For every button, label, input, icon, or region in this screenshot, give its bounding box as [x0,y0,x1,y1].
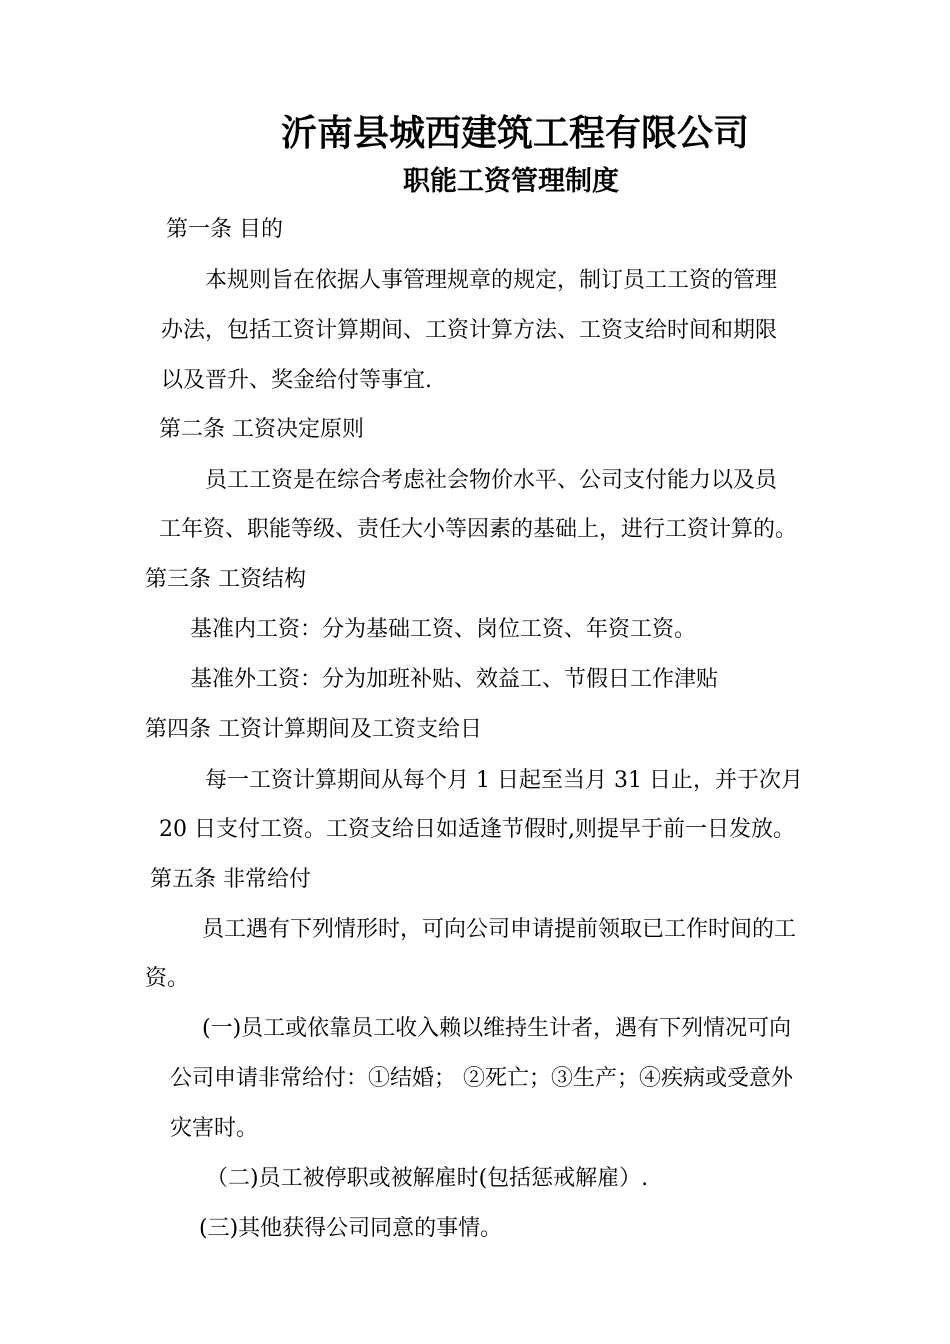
paragraph-line: 本规则旨在依据人事管理规章的规定，制订员工工资的管理 [205,268,778,293]
list-item: （二)员工被停职或被解雇时(包括惩戒解雇）. [206,1166,649,1191]
article-5-heading: 第五条 非常给付 [150,867,311,892]
list-item: (三)其他获得公司同意的事情。 [199,1216,503,1241]
company-title: 沂南县城西建筑工程有限公司 [280,113,749,154]
paragraph-line: 每一工资计算期间从每个月 1 日起至当月 31 日止，并于次月 [205,768,803,793]
article-1-heading: 第一条 目的 [166,217,283,242]
paragraph-line: 员工遇有下列情形时，可向公司申请提前领取已工作时间的工 [202,917,797,942]
paragraph-line: 公司申请非常给付：①结婚； ②死亡；③生产；④疾病或受意外 [170,1066,793,1091]
paragraph-line: 20 日支付工资。工资支给日如适逢节假时,则提早于前一日发放。 [159,817,795,842]
document-subtitle: 职能工资管理制度 [403,166,619,197]
paragraph-line: 以及晋升、奖金给付等事宜. [161,368,432,393]
article-3-heading: 第三条 工资结构 [145,567,306,592]
paragraph-line: 基准内工资：分为基础工资、岗位工资、年资工资。 [190,617,697,642]
paragraph-line: 工年资、职能等级、责任大小等因素的基础上，进行工资计算的。 [159,517,798,542]
list-item: (一)员工或依靠员工收入赖以维持生计者，遇有下列情况可向 [202,1016,792,1041]
paragraph-line: 员工工资是在综合考虑社会物价水平、公司支付能力以及员 [205,468,778,493]
article-2-heading: 第二条 工资决定原则 [159,417,364,442]
paragraph-line: 灾害时。 [170,1116,259,1141]
article-4-heading: 第四条 工资计算期间及工资支给日 [145,717,482,742]
paragraph-line: 办法，包括工资计算期间、工资计算方法、工资支给时间和期限 [161,318,778,343]
paragraph-line: 基准外工资：分为加班补贴、效益工、节假日工作津贴 [190,667,719,692]
paragraph-line: 资。 [145,966,190,991]
